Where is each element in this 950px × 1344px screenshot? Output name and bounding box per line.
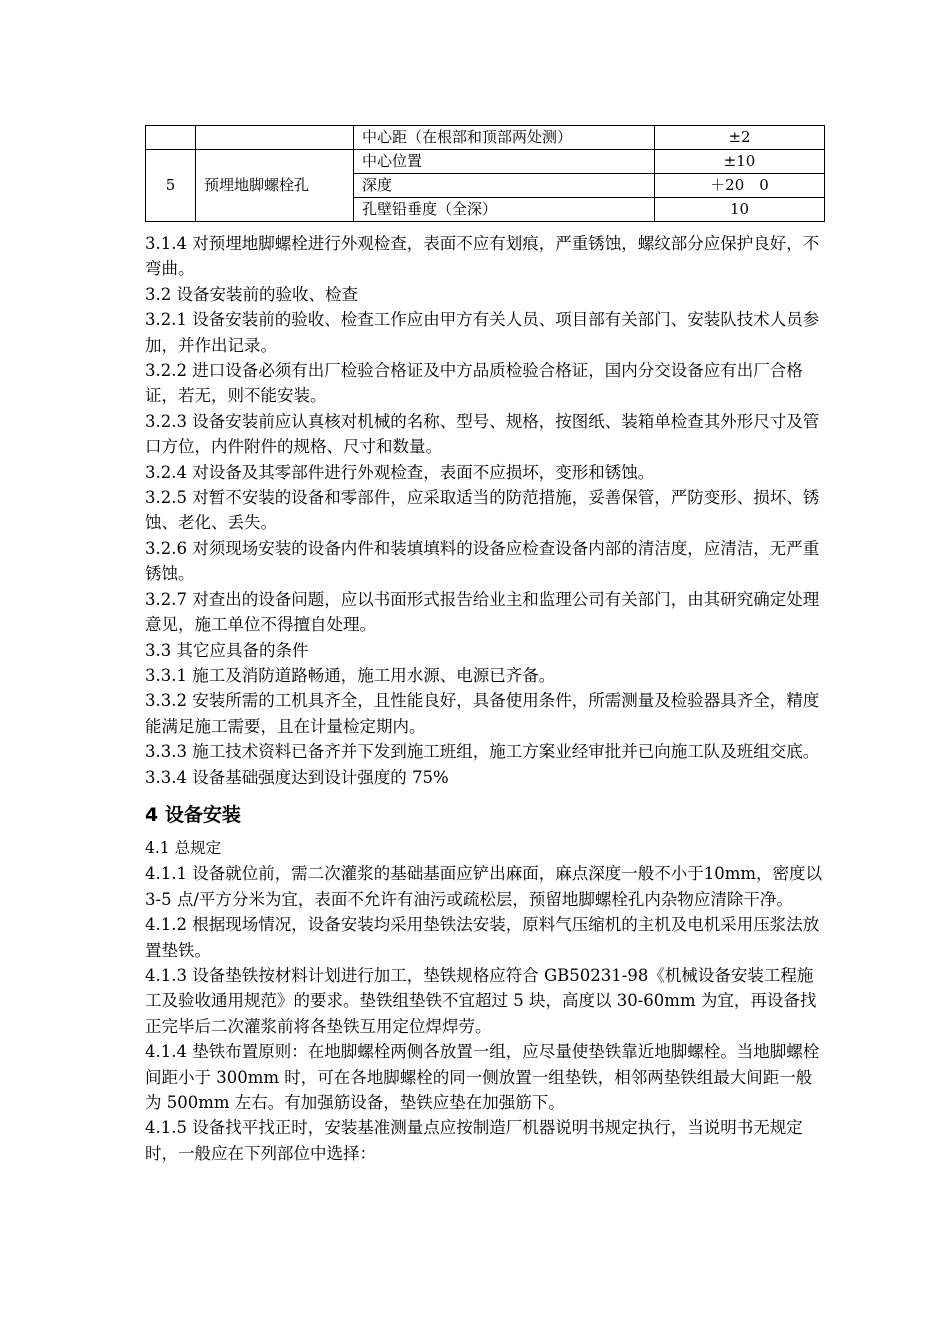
table-row <box>146 126 825 150</box>
paragraph-3-3-4: 3.3.4 设备基础强度达到设计强度的 75% <box>145 767 449 787</box>
paragraph-3-1-4: 3.1.4 对预埋地脚螺栓进行外观检查，表面不应有划痕，严重锈蚀，螺纹部分应保护良好，不弯曲。 <box>145 234 820 279</box>
table-cell-item: 中心位置 <box>354 150 655 174</box>
paragraph-3-2-4: 3.2.4 对设备及其零部件进行外观检查，表面不应损坏，变形和锈蚀。 <box>145 462 655 482</box>
section-heading-3-3: 3.3 其它应具备的条件 <box>145 640 309 660</box>
paragraph-4-1-4: 4.1.4 垫铁布置原则：在地脚螺栓两侧各放置一组，应尽量使垫铁靠近地脚螺栓。当地脚螺栓间距小于 300mm 时，可在各地脚螺栓的同一侧放置一组垫铁，相邻两垫铁组最大间距一般为 500mm 左右。有加强筋设备，垫铁应垫在加强筋下。 <box>145 1042 820 1112</box>
paragraph-3-3-3: 3.3.3 施工技术资料已备齐并下发到施工班组，施工方案业经审批并已向施工队及班组交底。 <box>145 742 820 762</box>
table-cell-index <box>146 126 196 150</box>
document-body <box>145 231 825 1166</box>
table-cell-item: 深度 <box>354 174 655 198</box>
table-cell-index: 5 <box>146 150 196 222</box>
paragraph-3-2-2: 3.2.2 进口设备必须有出厂检验合格证及中方品质检验合格证，国内分交设备应有出厂合格证，若无，则不能安装。 <box>145 361 803 406</box>
paragraph-3-3-1: 3.3.1 施工及消防道路畅通，施工用水源、电源已齐备。 <box>145 665 556 685</box>
table-cell-value: ±10 <box>655 150 825 174</box>
section-heading-3-2: 3.2 设备安装前的验收、检查 <box>145 284 358 304</box>
paragraph-3-3-2: 3.3.2 安装所需的工机具齐全，且性能良好，具备使用条件，所需测量及检验器具齐全，精度能满足施工需要，且在计量检定期内。 <box>145 691 820 736</box>
paragraph-4-1-5: 4.1.5 设备找平找正时，安装基准测量点应按制造厂机器说明书规定执行，当说明书无规定时，一般应在下列部位中选择： <box>145 1118 803 1163</box>
paragraph-4-1-3: 4.1.3 设备垫铁按材料计划进行加工，垫铁规格应符合 GB50231-98《机械设备安装工程施工及验收通用规范》的要求。垫铁组垫铁不宜超过 5 块，高度以 30-60mm 为宜，再设备找正完毕后二次灌浆前将各垫铁互用定位焊焊劳。 <box>145 965 817 1036</box>
section-heading-4-1: 4.1 总规定 <box>145 838 222 857</box>
paragraph-3-2-7: 3.2.7 对查出的设备问题，应以书面形式报告给业主和监理公司有关部门，由其研究确定处理意见，施工单位不得擅自处理。 <box>145 589 820 635</box>
table-cell-name: 预埋地脚螺栓孔 <box>196 150 354 222</box>
paragraph-3-2-1: 3.2.1 设备安装前的验收、检查工作应由甲方有关人员、项目部有关部门、安装队技术人员参加，并作出记录。 <box>145 310 820 355</box>
table-cell-item: 孔壁铅垂度（全深） <box>354 198 655 222</box>
paragraph-3-2-3: 3.2.3 设备安装前应认真核对机械的名称、型号、规格，按图纸、装箱单检查其外形尺寸及管口方位，内件附件的规格、尺寸和数量。 <box>145 411 820 457</box>
paragraph-4-1-2: 4.1.2 根据现场情况，设备安装均采用垫铁法安装，原料气压缩机的主机及电机采用压浆法放置垫铁。 <box>145 915 820 960</box>
paragraph-3-2-6: 3.2.6 对须现场安装的设备内件和装填填料的设备应检查设备内部的清洁度，应清洁，无严重锈蚀。 <box>145 538 820 584</box>
table-cell-name <box>196 126 354 150</box>
paragraph-3-2-5: 3.2.5 对暂不安装的设备和零部件，应采取适当的防范措施，妥善保管，严防变形、损坏、锈蚀、老化、丢失。 <box>145 488 820 533</box>
table-cell-item: 中心距（在根部和顶部两处测） <box>354 126 655 150</box>
table-cell-value: ±2 <box>655 126 825 150</box>
table-cell-value: ＋20 0 <box>655 174 825 198</box>
table-cell-value: 10 <box>655 198 825 222</box>
chapter-heading-4: 4 设备安装 <box>145 803 241 826</box>
paragraph-4-1-1: 4.1.1 设备就位前，需二次灌浆的基础基面应铲出麻面，麻点深度一般不小于10mm，密度以 3-5 点/平方分米为宜，表面不允许有油污或疏松层，预留地脚螺栓孔内杂物应清除干净。 <box>145 864 823 909</box>
table-row <box>146 150 825 174</box>
tolerance-table <box>145 125 825 222</box>
